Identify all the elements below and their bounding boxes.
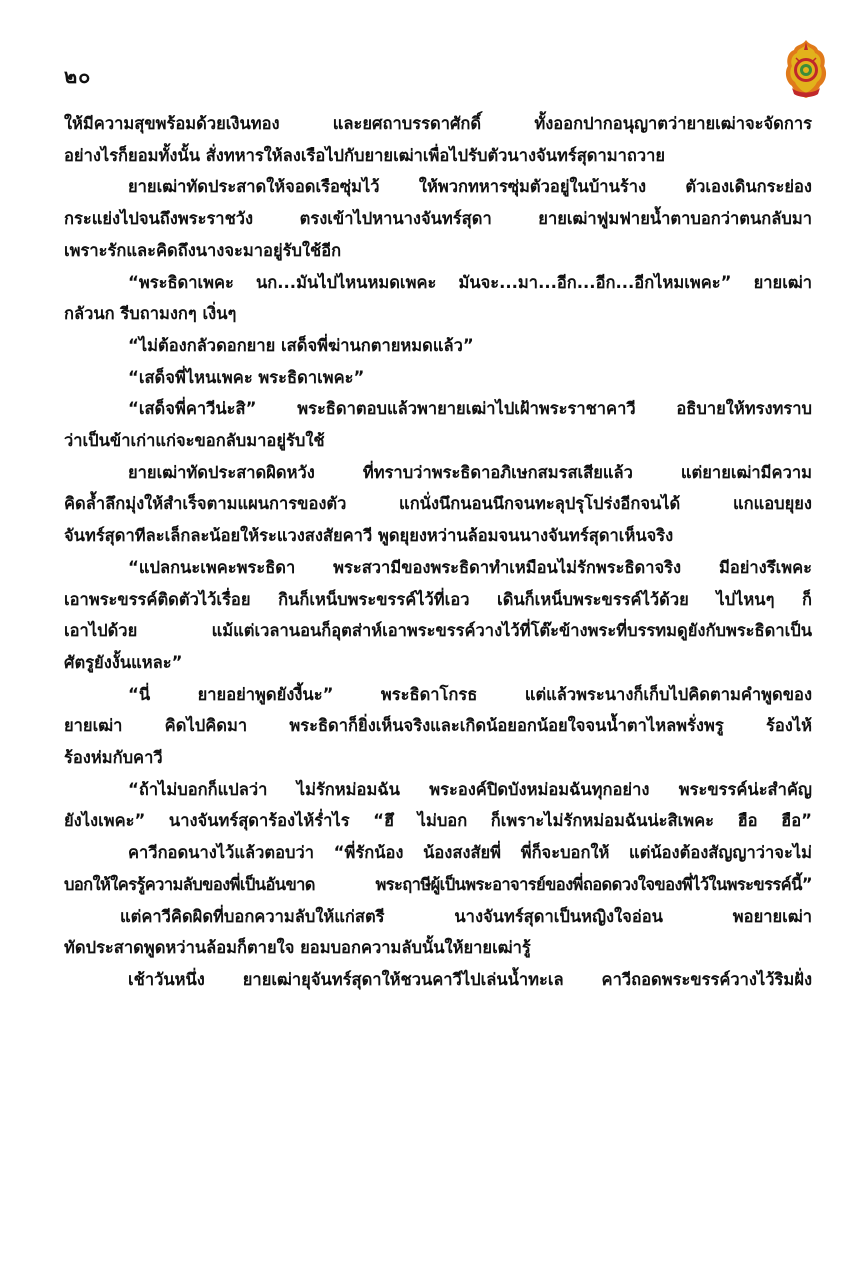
text-line: กลัวนก รีบถามงกๆ เงิ่นๆ xyxy=(64,304,237,324)
text-line: คิดล้ำลึกมุ่งให้สำเร็จตามแผนการของตัว แกนั่งนึกนอนนึกจนทะลุปรุโปร่งอีกจนได้ แกแอบยุยง xyxy=(64,494,812,514)
body-text xyxy=(64,108,812,996)
text-line: “เสด็จพี่คาวีน่ะสิ” พระธิดาตอบแล้วพายายเฒ่าไปเฝ้าพระราชาคาวี อธิบายให้ทรงทราบ xyxy=(128,399,812,419)
text-line: “แปลกนะเพคะพระธิดา พระสวามีของพระธิดาทำเหมือนไม่รักพระธิดาจริง มีอย่างรึเพคะ xyxy=(128,557,812,577)
text-line: บอกให้ใครรู้ความลับของพี่เป็นอันขาด พระฤาษีผู้เป็นพระอาจารย์ของพี่ถอดดวงใจของพี่ไว้ในพระขรรค์นี้” xyxy=(64,874,812,894)
text-line: คาวีกอดนางไว้แล้วตอบว่า “พี่รักน้อง น้องสงสัยพี่ พี่ก็จะบอกให้ แต่น้องต้องสัญญาว่าจะไม่ xyxy=(128,843,812,863)
text-line: ว่าเป็นข้าเก่าแก่จะขอกลับมาอยู่รับใช้ xyxy=(64,431,325,451)
text-line: “ถ้าไม่บอกก็แปลว่า ไม่รักหม่อมฉัน พระองค์ปิดบังหม่อมฉันทุกอย่าง พระขรรค์น่ะสำคัญ xyxy=(128,779,812,799)
text-line: จันทร์สุดาทีละเล็กละน้อยให้ระแวงสงสัยคาวี พูดยุยงหว่านล้อมจนนางจันทร์สุดาเห็นจริง xyxy=(64,526,674,546)
text-line: ยายเฒ่าทัดประสาดให้จอดเรือซุ่มไว้ ให้พวกทหารซุ่มตัวอยู่ในบ้านร้าง ตัวเองเดินกระย่อง xyxy=(128,177,812,197)
text-line: ยายเฒ่า คิดไปคิดมา พระธิดาก็ยิ่งเห็นจริงและเกิดน้อยอกน้อยใจจนน้ำตาไหลพรั่งพรู ร้องไห้ xyxy=(64,716,812,736)
text-line: เอาพระขรรค์ติดตัวไว้เรื่อย กินก็เหน็บพระขรรค์ไว้ที่เอว เดินก็เหน็บพระขรรค์ไว้ด้วย ไปไหนๆ ก็ xyxy=(64,589,812,609)
text-line: แต่คาวีคิดผิดที่บอกความลับให้แก่สตรี นางจันทร์สุดาเป็นหญิงใจอ่อน พอยายเฒ่า xyxy=(120,906,812,926)
thai-royal-emblem-icon xyxy=(782,38,830,100)
text-line: ยังไงเพคะ” นางจันทร์สุดาร้องไห้ร่ำไร “ฮึ ไม่บอก ก็เพราะไม่รักหม่อมฉันน่ะสิเพคะ ฮือ ฮือ” xyxy=(64,811,812,831)
page-number: ๒๐ xyxy=(64,64,92,88)
text-line: ยายเฒ่าทัดประสาดผิดหวัง ที่ทราบว่าพระธิดาอภิเษกสมรสเสียแล้ว แต่ยายเฒ่ามีความ xyxy=(128,462,812,482)
text-line: “เสด็จพี่ไหนเพคะ พระธิดาเพคะ” xyxy=(128,367,365,387)
text-line: ศัตรูยังงั้นแหละ” xyxy=(64,652,183,672)
text-line: “นี่ ยายอย่าพูดยังงี้นะ” พระธิดาโกรธ แต่แล้วพระนางก็เก็บไปคิดตามคำพูดของ xyxy=(128,684,812,704)
text-line: อย่างไรก็ยอมทั้งนั้น สั่งทหารให้ลงเรือไปกับยายเฒ่าเพื่อไปรับตัวนางจันทร์สุดามาถวาย xyxy=(64,145,666,165)
text-line: เอาไปด้วย แม้แต่เวลานอนก็อุตส่าห์เอาพระขรรค์วางไว้ที่โต๊ะข้างพระที่บรรทมดูยังกับพระธิดาเป็น xyxy=(64,621,812,641)
text-line: ทัดประสาดพูดหว่านล้อมก็ตายใจ ยอมบอกความลับนั้นให้ยายเฒ่ารู้ xyxy=(64,938,531,958)
text-line: กระแย่งไปจนถึงพระราชวัง ตรงเข้าไปหานางจันทร์สุดา ยายเฒ่าฟูมฟายน้ำตาบอกว่าตนกลับมา xyxy=(64,209,812,229)
text-line: “ไม่ต้องกลัวดอกยาย เสด็จพี่ฆ่านกตายหมดแล้ว” xyxy=(128,335,474,355)
text-line: เพราะรักและคิดถึงนางจะมาอยู่รับใช้อีก xyxy=(64,240,342,260)
text-line: ร้องห่มกับคาวี xyxy=(64,748,163,768)
text-line: ให้มีความสุขพร้อมด้วยเงินทอง และยศถาบรรดาศักดิ์ ทั้งออกปากอนุญาตว่ายายเฒ่าจะจัดการ xyxy=(64,114,812,133)
text-line: “พระธิดาเพคะ นก...มันไปไหนหมดเพคะ มันจะ...มา...อีก...อีก...อีกไหมเพคะ” ยายเฒ่า xyxy=(128,272,812,292)
text-line: เช้าวันหนึ่ง ยายเฒ่ายุจันทร์สุดาให้ชวนคาวีไปเล่นน้ำทะเล คาวีถอดพระขรรค์วางไว้ริมฝั่ง xyxy=(128,969,812,989)
